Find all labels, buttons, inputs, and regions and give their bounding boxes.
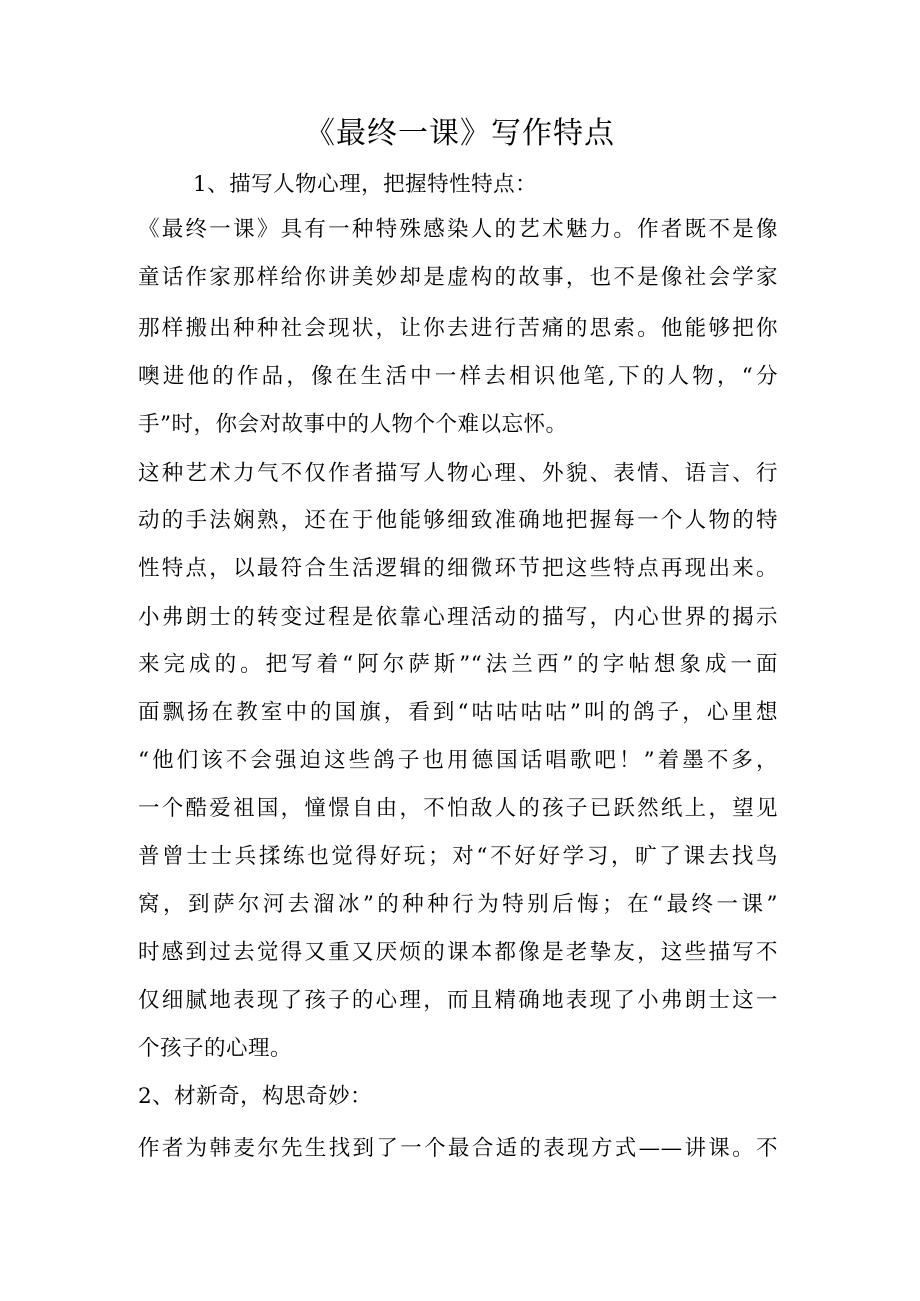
paragraph-line: 性特点，以最符合生活逻辑的细微环节把这些特点再现出来。 [138, 556, 778, 581]
paragraph-line: 个孩子的心理。 [138, 1036, 293, 1061]
document-title: 《最终一课》写作特点 [305, 116, 615, 151]
paragraph-line: 《最终一课》具有一种特殊感染人的艺术魅力。作者既不是像 [138, 217, 778, 242]
section-1-heading: 1、描写人物心理，把握特性特点： [193, 172, 538, 197]
paragraph-line: 小弗朗士的转变过程是依靠心理活动的描写，内心世界的揭示 [138, 605, 778, 630]
paragraph-line: 童话作家那样给你讲美妙却是虚构的故事，也不是像社会学家 [138, 265, 778, 290]
paragraph-line: 一个酷爱祖国，憧憬自由，不怕敌人的孩子已跃然纸上，望见 [138, 796, 778, 821]
paragraph-line: 来完成的。把写着“阿尔萨斯”“法兰西”的字帖想象成一面 [138, 652, 778, 677]
paragraph-line: 那样搬出种种社会现状，让你去进行苦痛的思索。他能够把你 [138, 316, 778, 341]
paragraph-line: 手”时，你会对故事中的人物个个难以忘怀。 [138, 412, 568, 437]
paragraph-line: 作者为韩麦尔先生找到了一个最合适的表现方式——讲课。不 [138, 1136, 778, 1161]
paragraph-line: 噢进他的作品，像在生活中一样去相识他笔,下的人物，“分 [138, 364, 778, 389]
paragraph-line: 仅细腻地表现了孩子的心理，而且精确地表现了小弗朗士这一 [138, 988, 778, 1013]
paragraph-line: 窝，到萨尔河去溜冰”的种种行为特别后悔；在“最终一课” [138, 892, 778, 917]
paragraph-line: 普曾士士兵揉练也觉得好玩；对“不好好学习，旷了课去找鸟 [138, 844, 778, 869]
paragraph-line: 这种艺术力气不仅作者描写人物心理、外貌、表情、语言、行 [138, 461, 778, 486]
section-2-heading: 2、材新奇，构思奇妙： [138, 1084, 373, 1109]
paragraph-line: 面飘扬在教室中的国旗，看到“咕咕咕咕”叫的鸽子，心里想 [138, 700, 778, 725]
paragraph-line: “他们该不会强迫这些鸽子也用德国话唱歌吧！”着墨不多， [138, 748, 778, 773]
paragraph-line: 动的手法娴熟，还在于他能够细致准确地把握每一个人物的特 [138, 508, 778, 533]
paragraph-line: 时感到过去觉得又重又厌烦的课本都像是老挚友，这些描写不 [138, 940, 778, 965]
